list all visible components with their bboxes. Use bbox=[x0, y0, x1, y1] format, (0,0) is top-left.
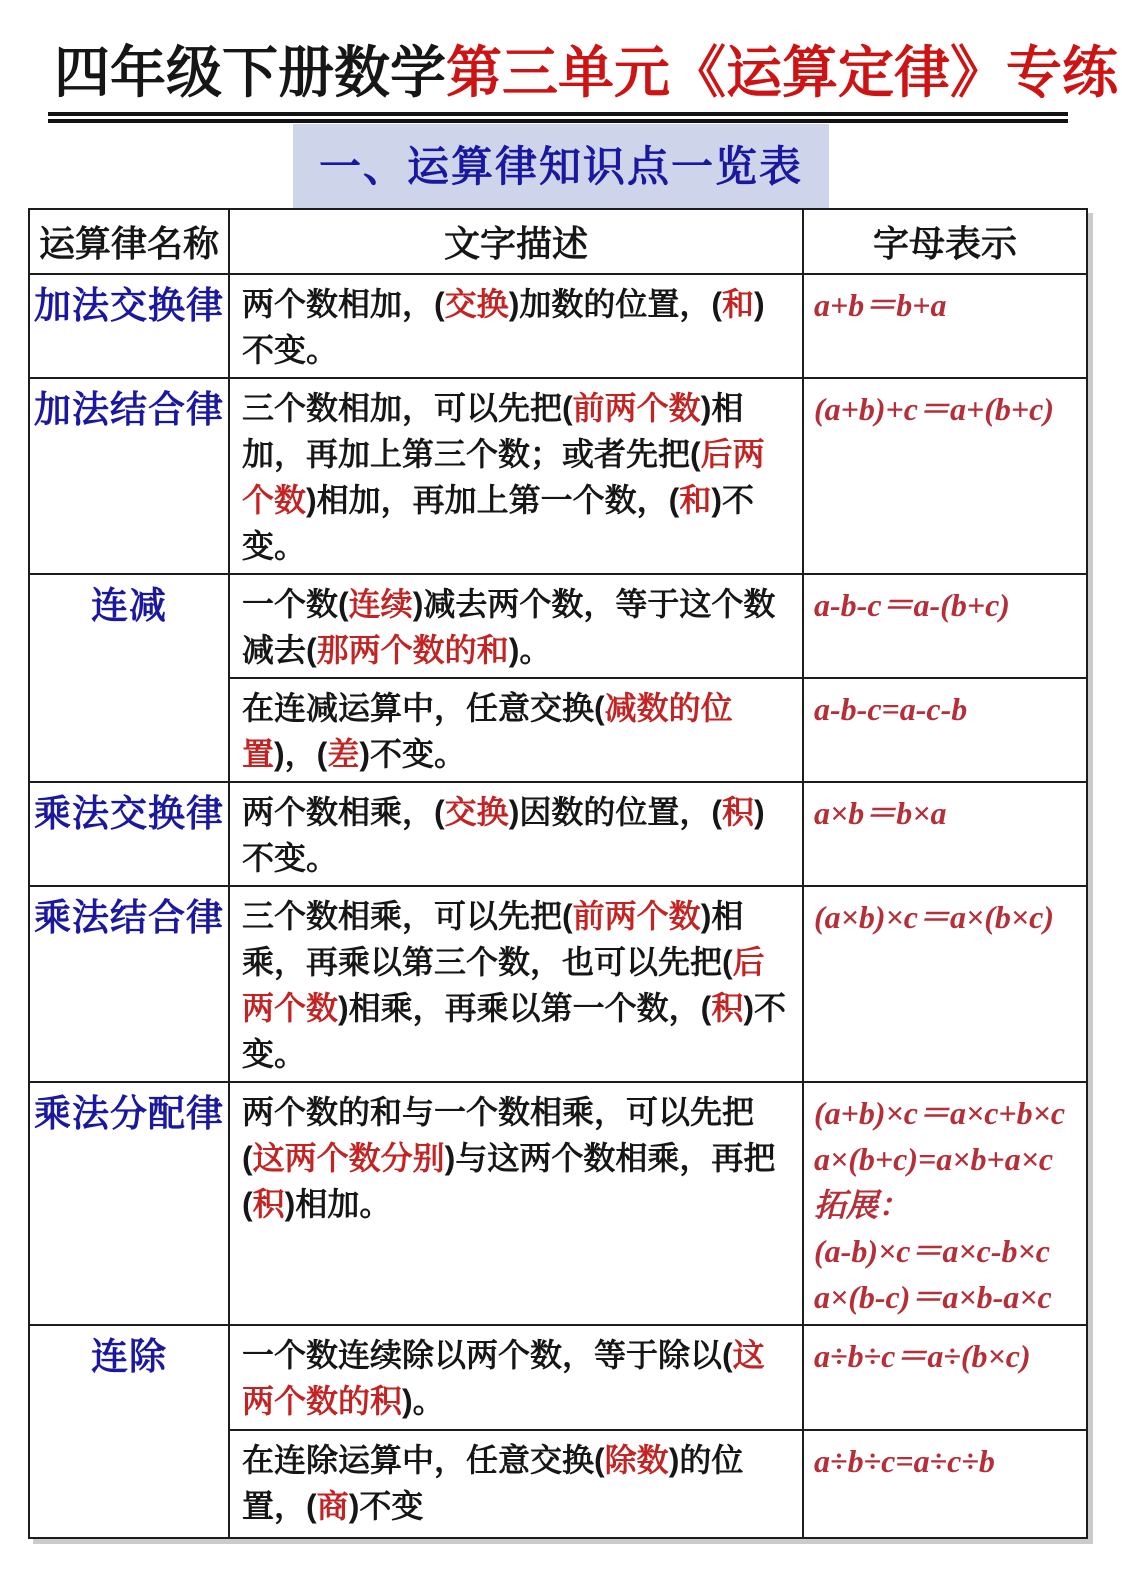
text-segment: )减去两个数，等于这个数减去( bbox=[242, 586, 776, 668]
table-row bbox=[29, 1325, 1087, 1430]
text-segment: 在连减运算中，任意交换( bbox=[242, 690, 605, 726]
text-segment: )不变。 bbox=[242, 482, 755, 564]
formula-cell bbox=[803, 782, 1087, 886]
table-row bbox=[29, 886, 1087, 1082]
text-segment: )相乘，再乘以第一个数，( bbox=[338, 990, 712, 1026]
text-segment: 这两个数的积 bbox=[242, 1337, 765, 1419]
law-name-cell: 连除 bbox=[29, 1325, 229, 1538]
text-segment: 积 bbox=[711, 990, 744, 1026]
text-segment: )加数的位置，( bbox=[508, 286, 723, 322]
section-heading-wrap bbox=[0, 124, 1122, 208]
text-segment: 在连除运算中，任意交换( bbox=[242, 1442, 605, 1478]
table-row bbox=[29, 782, 1087, 886]
formula-cell bbox=[803, 274, 1087, 378]
text-segment: 后两个数 bbox=[242, 436, 765, 518]
text-segment: 这两个数分别 bbox=[252, 1140, 445, 1176]
page-title-red-segment: 第三单元《运算定律》专练 bbox=[446, 41, 1118, 104]
description-cell bbox=[229, 574, 803, 678]
law-name-cell: 乘法分配律 bbox=[29, 1082, 229, 1325]
text-segment: )的位置，( bbox=[242, 1442, 744, 1524]
text-segment: 和 bbox=[722, 286, 755, 322]
formula-cell bbox=[803, 678, 1087, 782]
table-header-row bbox=[29, 209, 1087, 274]
description-cell bbox=[229, 274, 803, 378]
text-segment: )不变。 bbox=[242, 794, 765, 876]
formula-cell bbox=[803, 1430, 1087, 1538]
formula-line: a×(b-c)＝a×b-a×c bbox=[814, 1279, 1052, 1315]
description-cell bbox=[229, 678, 803, 782]
text-segment: )，( bbox=[274, 736, 328, 772]
text-segment: 交换 bbox=[444, 286, 509, 322]
section-heading: 一、运算律知识点一览表 bbox=[293, 124, 829, 208]
page-title-black-segment: 四年级下册数学 bbox=[54, 41, 446, 104]
text-segment: )因数的位置，( bbox=[508, 794, 723, 830]
formula-line: (a+b)×c＝a×c+b×c bbox=[814, 1095, 1066, 1131]
formula-cell bbox=[803, 1325, 1087, 1430]
text-segment: 前两个数 bbox=[572, 390, 701, 426]
formula-line: a-b-c=a-c-b bbox=[814, 691, 968, 727]
description-cell bbox=[229, 1325, 803, 1430]
text-segment: 积 bbox=[252, 1186, 285, 1222]
text-segment: 减数的位置 bbox=[242, 690, 733, 772]
formula-line: 拓展： bbox=[814, 1187, 911, 1223]
text-segment: 交换 bbox=[444, 794, 509, 830]
formula-cell bbox=[803, 574, 1087, 678]
law-name-cell: 连减 bbox=[29, 574, 229, 782]
law-name-cell: 乘法交换律 bbox=[29, 782, 229, 886]
formula-line: (a×b)×c＝a×(b×c) bbox=[814, 899, 1054, 935]
description-cell bbox=[229, 1430, 803, 1538]
law-name-cell: 乘法结合律 bbox=[29, 886, 229, 1082]
knowledge-table bbox=[28, 208, 1088, 1539]
text-segment: )不变。 bbox=[242, 990, 787, 1072]
table-row bbox=[29, 574, 1087, 678]
col-header-description: 文字描述 bbox=[229, 209, 803, 274]
description-cell bbox=[229, 378, 803, 574]
text-segment: 一个数( bbox=[242, 586, 349, 622]
text-segment: 两个数的和与一个数相乘，可以先把( bbox=[242, 1094, 755, 1176]
text-segment: 前两个数 bbox=[572, 898, 701, 934]
formula-cell bbox=[803, 886, 1087, 1082]
col-header-law-name: 运算律名称 bbox=[29, 209, 229, 274]
table-row bbox=[29, 274, 1087, 378]
formula-cell bbox=[803, 378, 1087, 574]
table-row bbox=[29, 378, 1087, 574]
text-segment: 那两个数的和 bbox=[316, 632, 509, 668]
law-name-cell: 加法交换律 bbox=[29, 274, 229, 378]
text-segment: )。 bbox=[508, 632, 552, 668]
col-header-formula: 字母表示 bbox=[803, 209, 1087, 274]
text-segment: )。 bbox=[402, 1383, 445, 1419]
formula-line: a÷b÷c=a÷c÷b bbox=[814, 1443, 995, 1479]
description-cell bbox=[229, 886, 803, 1082]
text-segment: )相加，再加上第一个数，( bbox=[306, 482, 680, 518]
text-segment: 差 bbox=[327, 736, 360, 772]
formula-line: a×b＝b×a bbox=[814, 795, 947, 831]
formula-line: a+b＝b+a bbox=[814, 287, 947, 323]
formula-line: (a+b)+c＝a+(b+c) bbox=[814, 391, 1054, 427]
formula-line: (a-b)×c＝a×c-b×c bbox=[814, 1233, 1050, 1269]
table-row bbox=[29, 1082, 1087, 1325]
text-segment: )相加。 bbox=[284, 1186, 392, 1222]
text-segment: 连续 bbox=[348, 586, 413, 622]
title-double-rule bbox=[48, 112, 1068, 123]
text-segment: 商 bbox=[316, 1488, 349, 1524]
text-segment: 后两个数 bbox=[242, 944, 765, 1026]
text-segment: )相加，再加上第三个数；或者先把( bbox=[242, 390, 744, 472]
formula-line: a-b-c＝a-(b+c) bbox=[814, 587, 1010, 623]
text-segment: 三个数相加，可以先把( bbox=[242, 390, 573, 426]
formula-cell bbox=[803, 1082, 1087, 1325]
text-segment: 两个数相乘，( bbox=[242, 794, 445, 830]
text-segment: )相乘，再乘以第三个数，也可以先把( bbox=[242, 898, 744, 980]
text-segment: )不变。 bbox=[359, 736, 467, 772]
law-name-cell: 加法结合律 bbox=[29, 378, 229, 574]
text-segment: 和 bbox=[679, 482, 712, 518]
text-segment: 两个数相加，( bbox=[242, 286, 445, 322]
formula-line: a×(b+c)=a×b+a×c bbox=[814, 1141, 1054, 1177]
text-segment: )不变。 bbox=[242, 286, 765, 368]
page-title bbox=[0, 38, 1122, 108]
text-segment: )不变 bbox=[348, 1488, 424, 1524]
description-cell bbox=[229, 782, 803, 886]
text-segment: )与这两个数相乘，再把( bbox=[242, 1140, 776, 1222]
text-segment: 除数 bbox=[604, 1442, 669, 1478]
formula-line: a÷b÷c＝a÷(b×c) bbox=[814, 1338, 1031, 1374]
description-cell bbox=[229, 1082, 803, 1325]
text-segment: 积 bbox=[722, 794, 755, 830]
text-segment: 一个数连续除以两个数，等于除以( bbox=[242, 1337, 733, 1373]
text-segment: 三个数相乘，可以先把( bbox=[242, 898, 573, 934]
